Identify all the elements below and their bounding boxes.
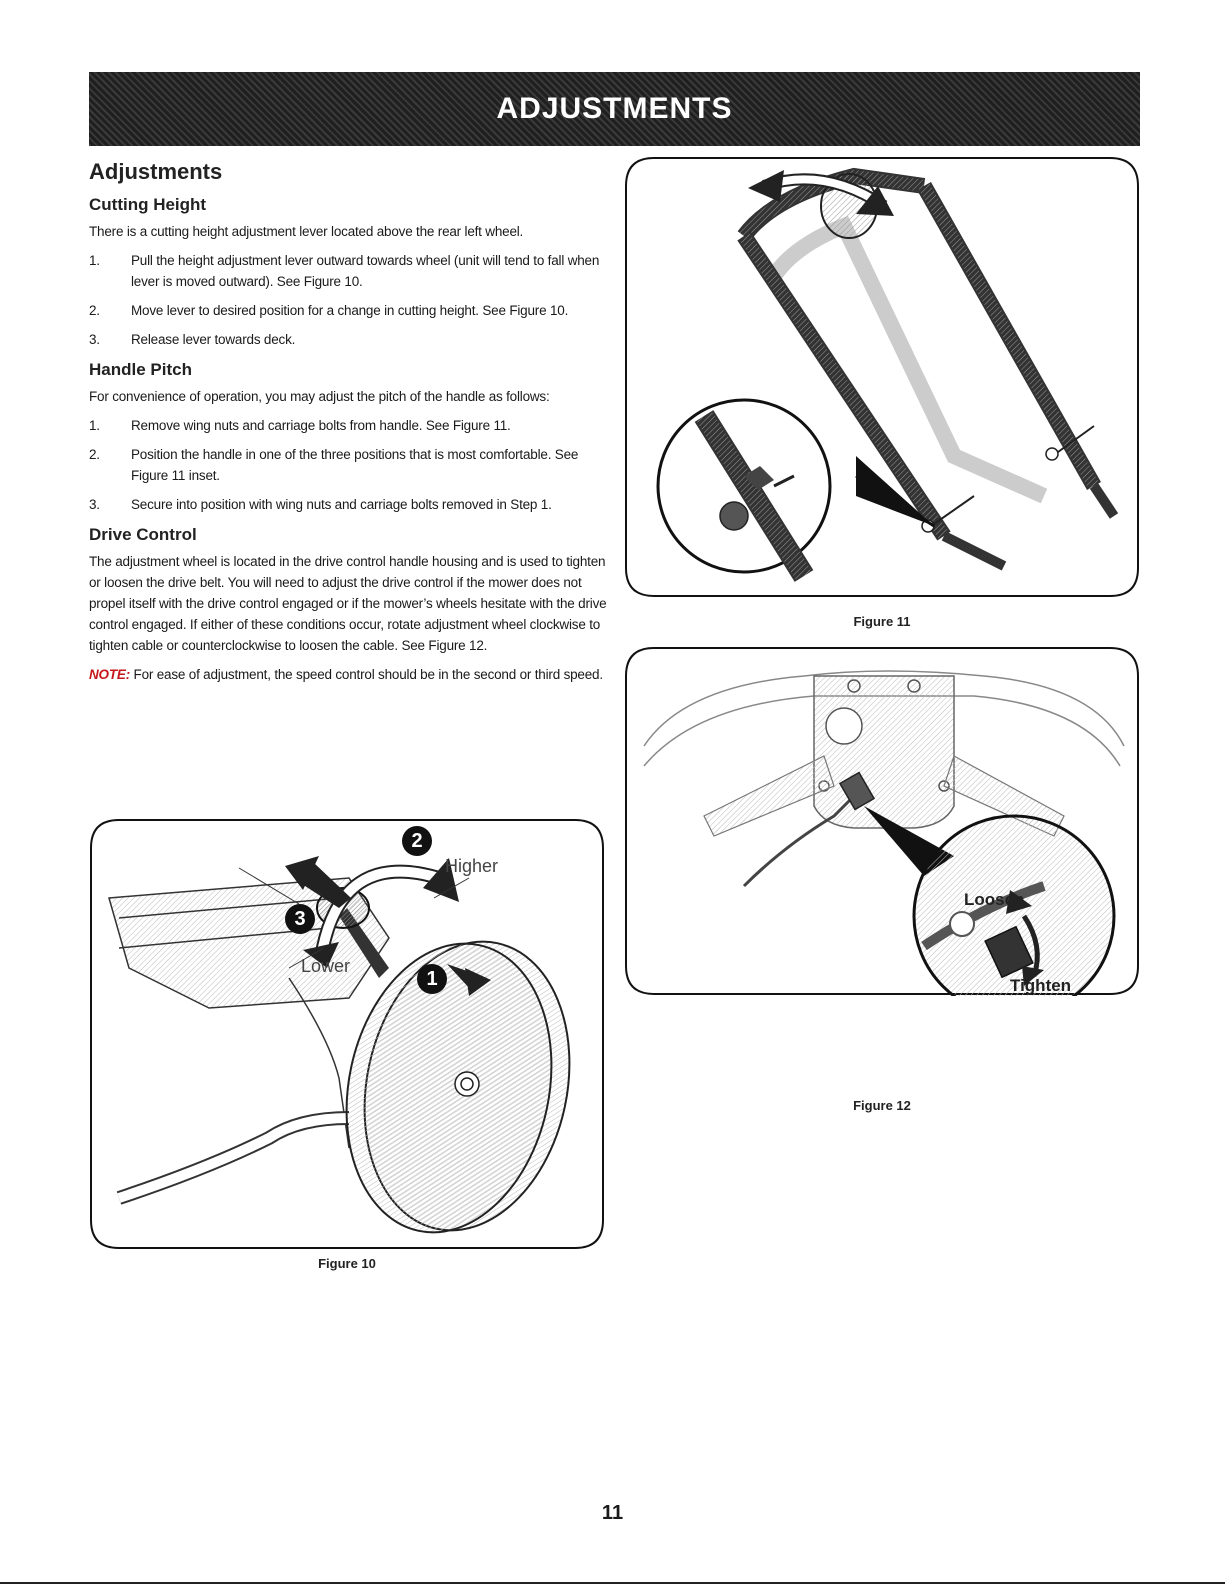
section-banner [89, 72, 1140, 146]
drive-control-note [89, 664, 607, 685]
list-item: 2. Position the handle in one of the three positions that is most comfortable. See Figure 11 inset. [89, 447, 579, 483]
handle-pitch-heading: Handle Pitch [89, 360, 192, 379]
figure-10-caption: Figure 10 [318, 1256, 376, 1271]
step-badge-1: 1 [417, 964, 447, 994]
figure-12-caption: Figure 12 [853, 1098, 911, 1113]
cutting-height-intro: There is a cutting height adjustment lever located above the rear left wheel. [89, 224, 524, 239]
figure-12-illustration [624, 646, 1140, 996]
list-item: 2. Move lever to desired position for a change in cutting height. See Figure 10. [89, 303, 569, 318]
figure-11-illustration [624, 156, 1140, 598]
handle-pitch-steps [89, 415, 607, 515]
handle-pitch-intro: For convenience of operation, you may adjust the pitch of the handle as follows: [89, 389, 550, 404]
figure-11-caption: Figure 11 [853, 614, 911, 629]
label-higher: Higher [445, 856, 499, 876]
drive-control-body: The adjustment wheel is located in the drive control handle housing and is used to tighten or loosen the drive belt. You will need to adjust the drive control if the mower does not propel itself with the drive control engaged or if the mower’s wheels hesitate with the drive control engaged. If either of these conditions occur, rotate adjustment wheel clockwise to tighten cable or counterclockwise to loosen the cable. See Figure 12. [89, 554, 607, 653]
page-number: 11 [601, 1502, 624, 1524]
cutting-height-steps [89, 250, 607, 350]
bottom-rule [0, 1582, 1225, 1584]
figure-10 [89, 818, 605, 1250]
list-item: 1. Remove wing nuts and carriage bolts from handle. See Figure 11. [89, 418, 511, 433]
figure-10-illustration [89, 818, 605, 1250]
figure-11 [624, 156, 1140, 598]
list-item: 3. Secure into position with wing nuts and carriage bolts removed in Step 1. [89, 497, 552, 512]
label-tighten: Tighten [1010, 976, 1072, 995]
banner-title: ADJUSTMENTS [496, 92, 733, 125]
section-title: Adjustments [89, 159, 223, 184]
step-badge-2: 2 [402, 826, 432, 856]
step-badge-3: 3 [285, 904, 315, 934]
label-lower: Lower [301, 956, 351, 976]
list-item: 3. Release lever towards deck. [89, 332, 296, 347]
cutting-height-heading: Cutting Height [89, 195, 207, 214]
drive-control-heading: Drive Control [89, 525, 197, 544]
label-loosen: Loosen [964, 890, 1025, 909]
list-item: 1. Pull the height adjustment lever outward towards wheel (unit will tend to fall when lever is moved outward). See Figure 10. [89, 253, 600, 289]
figure-12 [624, 646, 1140, 996]
note-text: For ease of adjustment, the speed control should be in the second or third speed. [130, 667, 603, 682]
note-label: NOTE: [89, 667, 130, 682]
text-column [89, 155, 607, 693]
